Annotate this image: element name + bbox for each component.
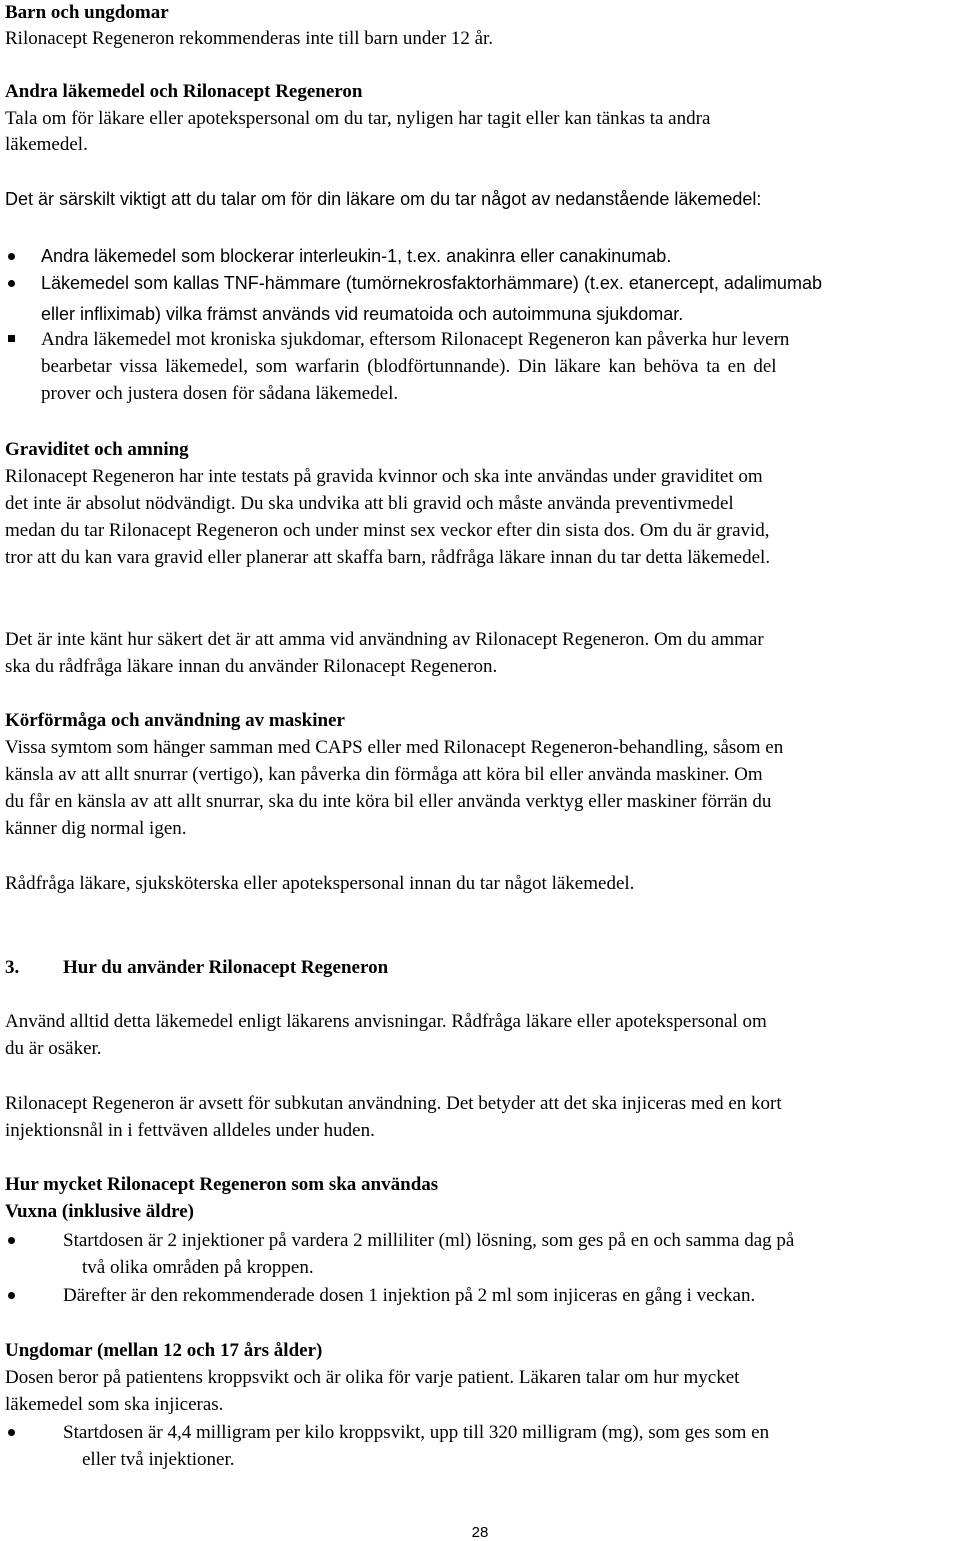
subheading-vuxna: Vuxna (inklusive äldre) [5,1201,194,1222]
heading-hurmycket: Hur mycket Rilonacept Regeneron som ska användas [5,1174,439,1195]
bullet-dot-icon [8,280,15,287]
bullet-dot-icon [8,1429,15,1436]
list-item-text: Läkemedel som kallas TNF-hämmare (tumörnekrosfaktorhämmare) (t.ex. etanercept, adalimumab [41,273,822,293]
heading-ungdomar: Ungdomar (mellan 12 och 17 års ålder) [5,1340,323,1361]
heading-korformaga: Körförmåga och användning av maskiner [5,710,345,731]
text-important: Det är särskilt viktigt att du talar om för din läkare om du tar något av nedanstående läkemedel: [5,189,762,209]
section-title: Hur du använder Rilonacept Regeneron [63,957,389,978]
text-sec3-1: Använd alltid detta läkemedel enligt läkarens anvisningar. Rådfråga läkare eller apotekspersonal om [5,1011,767,1032]
section-number: 3. [5,957,20,978]
heading-andra: Andra läkemedel och Rilonacept Regeneron [5,81,363,102]
list-item-text: eller två injektioner. [82,1449,235,1470]
list-item-text: bearbetar vissa läkemedel, som warfarin (blodförtunnande). Din läkare kan behöva ta en del [41,356,777,377]
text-korformaga-3: du får en känsla av att allt snurrar, ska du inte köra bil eller använda verktyg eller maskiner förrän du [5,791,772,812]
text-korformaga-1: Vissa symtom som hänger samman med CAPS eller med Rilonacept Regeneron-behandling, såsom en [5,737,784,758]
text-graviditet-2: det inte är absolut nödvändigt. Du ska undvika att bli gravid och måste använda preventivmedel [5,493,734,514]
bullet-dot-icon [8,253,15,260]
bullet-dot-icon [8,1237,15,1244]
bullet-square-icon [8,335,15,342]
bullet-dot-icon [8,1292,15,1299]
text-graviditet-4: tror att du kan vara gravid eller planerar att skaffa barn, rådfråga läkare innan du tar detta läkemedel. [5,547,771,568]
list-item-text: två olika områden på kroppen. [82,1257,314,1278]
text-sec3-2: du är osäker. [5,1038,102,1059]
list-item-text: prover och justera dosen för sådana läkemedel. [41,383,399,404]
text-sec3-4: injektionsnål in i fettväven alldeles under huden. [5,1120,375,1141]
text-graviditet-3: medan du tar Rilonacept Regeneron och under minst sex veckor efter din sista dos. Om du är gravid, [5,520,770,541]
text-radfraga: Rådfråga läkare, sjuksköterska eller apotekspersonal innan du tar något läkemedel. [5,873,635,894]
heading-graviditet: Graviditet och amning [5,439,189,460]
heading-barn: Barn och ungdomar [5,2,169,23]
text-amning-2: ska du rådfråga läkare innan du använder Rilonacept Regeneron. [5,656,498,677]
text-barn: Rilonacept Regeneron rekommenderas inte till barn under 12 år. [5,28,494,49]
text-korformaga-4: känner dig normal igen. [5,818,187,839]
list-item-text: Därefter är den rekommenderade dosen 1 injektion på 2 ml som injiceras en gång i veckan. [63,1285,756,1306]
list-item-text: Startdosen är 2 injektioner på vardera 2 milliliter (ml) lösning, som ges på en och samma dag på [63,1230,795,1251]
text-korformaga-2: känsla av att allt snurrar (vertigo), kan påverka din förmåga att köra bil eller använda maskiner. Om [5,764,763,785]
page-number: 28 [471,1524,489,1541]
section-3-heading [5,955,955,982]
list-item-text: Startdosen är 4,4 milligram per kilo kroppsvikt, upp till 320 milligram (mg), som ges som en [63,1422,770,1443]
list-item-text: Andra läkemedel som blockerar interleukin-1, t.ex. anakinra eller canakinumab. [41,246,672,266]
list-item-text: Andra läkemedel mot kroniska sjukdomar, eftersom Rilonacept Regeneron kan påverka hur levern [41,329,790,350]
text-andra-2: läkemedel. [5,134,88,155]
text-graviditet-1: Rilonacept Regeneron har inte testats på gravida kvinnor och ska inte användas under graviditet om [5,466,763,487]
text-andra-1: Tala om för läkare eller apotekspersonal om du tar, nyligen har tagit eller kan tänkas ta andra [5,108,711,129]
text-ungdomar-2: läkemedel som ska injiceras. [5,1394,224,1415]
list-item-text: eller infliximab) vilka främst används vid reumatoida och autoimmuna sjukdomar. [41,304,684,324]
text-ungdomar-1: Dosen beror på patientens kroppsvikt och är olika för varje patient. Läkaren talar om hur mycket [5,1367,740,1388]
text-sec3-3: Rilonacept Regeneron är avsett för subkutan användning. Det betyder att det ska injiceras med en kort [5,1093,782,1114]
text-amning-1: Det är inte känt hur säkert det är att amma vid användning av Rilonacept Regeneron. Om du ammar [5,629,764,650]
